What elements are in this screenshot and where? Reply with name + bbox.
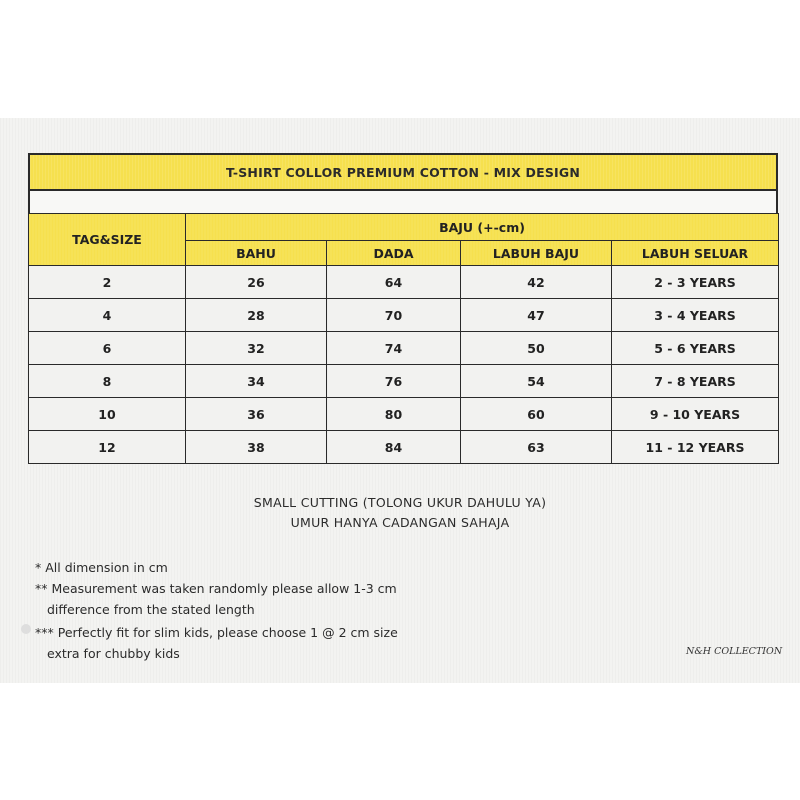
remark-age-suggestion: UMUR HANYA CADANGAN SAHAJA xyxy=(290,515,510,530)
cell-dada: 84 xyxy=(327,431,461,464)
table-row xyxy=(29,332,779,365)
cell-bahu: 38 xyxy=(186,431,327,464)
cell-labuh-baju: 47 xyxy=(461,299,612,332)
footnote-fit-cont: extra for chubby kids xyxy=(47,646,180,661)
cell-tag: 4 xyxy=(29,299,186,332)
footnote-measurement: ** Measurement was taken randomly please allow 1-3 cm xyxy=(35,581,397,596)
cell-labuh-seluar: 2 - 3 YEARS xyxy=(612,266,779,299)
table-row xyxy=(29,365,779,398)
cell-bahu: 26 xyxy=(186,266,327,299)
cell-labuh-seluar: 11 - 12 YEARS xyxy=(612,431,779,464)
cell-labuh-baju: 63 xyxy=(461,431,612,464)
cell-bahu: 36 xyxy=(186,398,327,431)
cell-tag: 10 xyxy=(29,398,186,431)
cell-dada: 70 xyxy=(327,299,461,332)
cell-dada: 80 xyxy=(327,398,461,431)
cell-labuh-baju: 42 xyxy=(461,266,612,299)
chart-title xyxy=(28,153,778,191)
cell-labuh-baju: 50 xyxy=(461,332,612,365)
cell-bahu: 34 xyxy=(186,365,327,398)
cell-dada: 74 xyxy=(327,332,461,365)
baju-group-header: BAJU (+-cm) xyxy=(186,214,779,241)
table-row xyxy=(29,431,779,464)
column-header-labuh-baju: LABUH BAJU xyxy=(461,241,612,266)
cell-labuh-seluar: 7 - 8 YEARS xyxy=(612,365,779,398)
tag-size-header: TAG&SIZE xyxy=(29,214,186,266)
title-spacer-row xyxy=(28,191,778,213)
footnote-fit: *** Perfectly fit for slim kids, please choose 1 @ 2 cm size xyxy=(35,625,398,640)
cell-labuh-seluar: 9 - 10 YEARS xyxy=(612,398,779,431)
brand-label: N&H COLLECTION xyxy=(686,646,783,657)
table-row xyxy=(29,266,779,299)
cell-tag: 12 xyxy=(29,431,186,464)
footnote-dimension: * All dimension in cm xyxy=(35,560,168,575)
cell-labuh-seluar: 5 - 6 YEARS xyxy=(612,332,779,365)
column-header-dada: DADA xyxy=(327,241,461,266)
cell-tag: 8 xyxy=(29,365,186,398)
cell-tag: 2 xyxy=(29,266,186,299)
cell-bahu: 32 xyxy=(186,332,327,365)
footnote-measurement-cont: difference from the stated length xyxy=(47,602,255,617)
cell-bahu: 28 xyxy=(186,299,327,332)
watermark-dot-icon xyxy=(21,624,31,634)
cell-labuh-baju: 54 xyxy=(461,365,612,398)
cell-tag: 6 xyxy=(29,332,186,365)
chart-title-text: T-SHIRT COLLOR PREMIUM COTTON - MIX DESIGN xyxy=(225,164,581,180)
cell-labuh-baju: 60 xyxy=(461,398,612,431)
column-header-labuh-seluar: LABUH SELUAR xyxy=(612,241,779,266)
table-row xyxy=(29,299,779,332)
cell-labuh-seluar: 3 - 4 YEARS xyxy=(612,299,779,332)
size-table xyxy=(28,213,779,464)
column-header-bahu: BAHU xyxy=(186,241,327,266)
remark-small-cutting: SMALL CUTTING (TOLONG UKUR DAHULU YA) xyxy=(253,495,547,510)
cell-dada: 64 xyxy=(327,266,461,299)
cell-dada: 76 xyxy=(327,365,461,398)
table-row xyxy=(29,398,779,431)
